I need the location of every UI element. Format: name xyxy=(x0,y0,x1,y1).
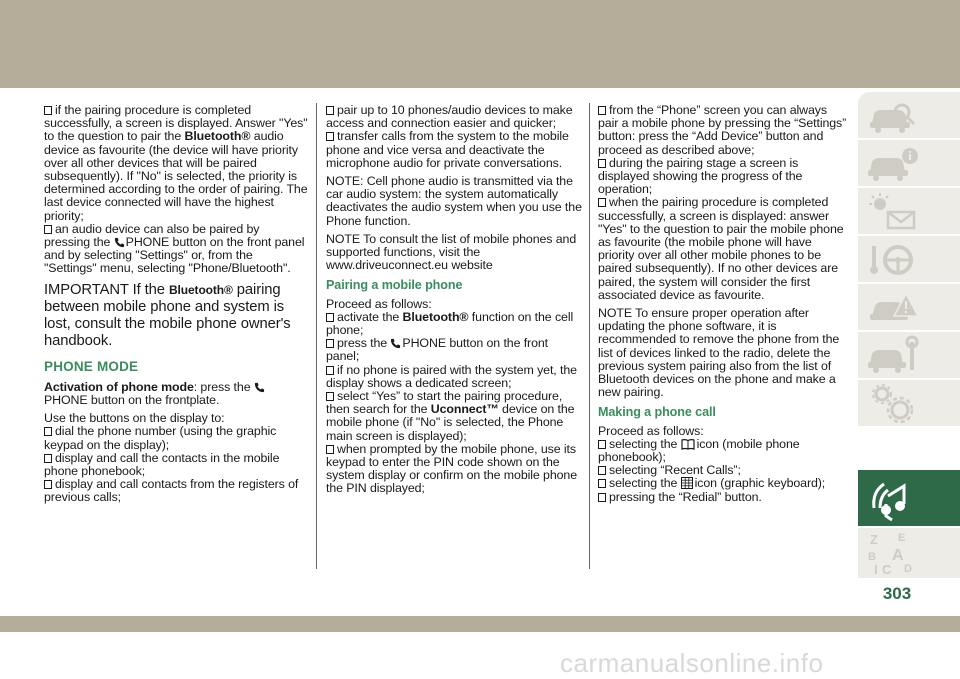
gear-icon xyxy=(858,380,960,426)
checkbox-bullet-icon xyxy=(598,159,606,168)
step-no-phone: if no phone is paired with the system yet, the display shows a dedicated screen; xyxy=(326,362,577,390)
tab-multimedia[interactable] xyxy=(858,470,960,526)
bullet-pair-10: pair up to 10 phones/audio devices to make access and connection easier and quicker; xyxy=(326,103,573,131)
checkbox-bullet-icon xyxy=(326,366,334,375)
step-pin: when prompted by the mobile phone, use its keypad to enter the PIN code shown on the system display or confirm on the mobile phone the PIN displayed; xyxy=(326,441,578,496)
car-service-icon xyxy=(858,332,960,378)
keypad-icon xyxy=(681,477,693,489)
checkbox-bullet-icon xyxy=(598,198,606,207)
step-redial: pressing the “Redial” button. xyxy=(598,491,848,504)
car-info-icon xyxy=(858,140,960,186)
tab-alphabet-index[interactable] xyxy=(858,528,960,578)
checkbox-bullet-icon xyxy=(44,480,52,489)
step-keyboard: selecting the icon (graphic keyboard); xyxy=(598,477,848,490)
warning-lights-icon xyxy=(858,188,960,234)
subtitle-phone-call: Making a phone call xyxy=(598,405,716,420)
checkbox-bullet-icon xyxy=(44,427,52,436)
bullet-transfer: transfer calls from the system to the mobile phone and vice versa and deactivate the microphone audio for private conversations. xyxy=(326,129,569,170)
step-select-yes: select “Yes” to start the pairing procedure, then search for the Uconnect™ device on the mobile phone (if "No" is selected, the Phone main screen is displayed); xyxy=(326,389,575,443)
bullet-phone-screen: from the “Phone” screen you can always pair a mobile phone by pressing the “Settings” button: press the “Add Device” button and proceed as described above; xyxy=(598,103,847,157)
bullet-pairing-stage: during the pairing stage a screen is displayed showing the progress of the operation; xyxy=(598,155,803,197)
checkbox-bullet-icon xyxy=(44,106,52,115)
column-divider xyxy=(316,103,317,569)
svg-text:Z: Z xyxy=(870,532,878,547)
tab-car-info[interactable] xyxy=(858,140,960,186)
column-divider xyxy=(589,103,590,569)
column-2 xyxy=(326,104,582,496)
svg-text:E: E xyxy=(898,532,906,544)
step-recent-calls: selecting “Recent Calls”; xyxy=(598,464,848,477)
svg-text:A: A xyxy=(892,547,904,564)
phonebook-icon xyxy=(681,438,695,450)
note-software-update: NOTE To ensure proper operation after updating the phone software, it is recommended to remove the phone from the list of devices linked to the radio, delete the previous system pairing also from the list of Bluetooth devices on the phone and make a new pairing. xyxy=(598,306,840,400)
phone-icon xyxy=(114,237,125,248)
tab-steering-wheel[interactable] xyxy=(858,236,960,282)
bottom-band xyxy=(0,616,960,632)
checkbox-bullet-icon xyxy=(598,106,606,115)
car-search-icon xyxy=(858,92,960,138)
column-3 xyxy=(598,104,848,504)
step-press-phone: press the PHONE button on the front panel; xyxy=(326,336,549,364)
bullet-pairing-complete: if the pairing procedure is completed successfully, a screen is displayed. Answer "Yes" to the question to pair the Bluetooth® audio device as favourite (the device will have priority over all other devices that will be paired subsequently). If "No" is selected, the priority is determined according to the order of pairing. The last device connected will have the highest priority; xyxy=(44,103,308,223)
svg-text:D: D xyxy=(904,563,912,575)
car-crash-warning-icon xyxy=(858,284,960,330)
checkbox-bullet-icon xyxy=(44,225,52,234)
important-note: IMPORTANT If the Bluetooth® pairing between mobile phone and system is lost, consult the mobile phone owner's handbook. xyxy=(44,281,291,349)
bullet-registers: display and call contacts from the registers of previous calls; xyxy=(44,477,299,505)
watermark: carmanualsonline.info xyxy=(560,648,824,678)
use-buttons-text: Use the buttons on the display to: xyxy=(44,411,225,426)
tab-car-search[interactable] xyxy=(858,92,960,138)
subtitle-pairing: Pairing a mobile phone xyxy=(326,278,463,293)
checkbox-bullet-icon xyxy=(326,132,334,141)
phone-icon xyxy=(254,382,265,393)
checkbox-bullet-icon xyxy=(326,106,334,115)
activation-paragraph: Activation of phone mode: press the PHONE button on the frontplate. xyxy=(44,381,308,407)
checkbox-bullet-icon xyxy=(598,493,606,502)
tab-car-service[interactable] xyxy=(858,332,960,378)
svg-text:I: I xyxy=(874,562,878,577)
bullet-dial: dial the phone number (using the graphic keypad on the display); xyxy=(44,424,277,452)
svg-text:B: B xyxy=(868,551,876,563)
top-band xyxy=(0,0,960,88)
svg-text:C: C xyxy=(882,562,892,577)
checkbox-bullet-icon xyxy=(598,440,606,449)
step-phonebook: selecting the icon (mobile phone phonebook); xyxy=(598,436,800,465)
tab-warning-lights[interactable] xyxy=(858,188,960,234)
section-title-phone-mode: PHONE MODE xyxy=(44,358,139,374)
checkbox-bullet-icon xyxy=(598,479,606,488)
bullet-audio-device: an audio device can also be paired by pressing the PHONE button on the front panel and by selecting "Settings" or, from the "Settings" menu, selecting "Phone/Bluetooth". xyxy=(44,221,305,276)
checkbox-bullet-icon xyxy=(326,445,334,454)
proceed-text: Proceed as follows: xyxy=(326,296,432,311)
checkbox-bullet-icon xyxy=(326,313,334,322)
note-audio: NOTE: Cell phone audio is transmitted via the car audio system: the system automatically deactivates the audio system when you use the Phone function. xyxy=(326,174,582,228)
bullet-pairing-success: when the pairing procedure is completed successfully, a screen is displayed: answer "Yes" to the question to pair the mobile phone as favourite (the mobile phone will have priority over all other mobile phones to be paired subsequently). If no other devices are paired, the system will consider the first associated device as favourite. xyxy=(598,195,844,302)
bullet-contacts: display and call the contacts in the mobile phone phonebook; xyxy=(44,450,280,479)
checkbox-bullet-icon xyxy=(326,392,334,401)
phone-icon xyxy=(390,338,401,349)
checkbox-bullet-icon xyxy=(44,454,52,463)
step-activate-bt: activate the Bluetooth® function on the cell phone; xyxy=(326,309,574,338)
note-website: NOTE To consult the list of mobile phones and supported functions, visit the www.driveuconnect.eu website xyxy=(326,231,577,273)
proceed-text: Proceed as follows: xyxy=(598,423,704,438)
checkbox-bullet-icon xyxy=(598,466,606,475)
page-number: 303 xyxy=(882,584,912,603)
steering-wheel-icon xyxy=(858,236,960,282)
tab-settings[interactable] xyxy=(858,380,960,426)
multimedia-icon xyxy=(858,470,960,526)
column-1 xyxy=(44,104,308,505)
tab-car-crash[interactable] xyxy=(858,284,960,330)
checkbox-bullet-icon xyxy=(326,339,334,348)
alphabet-index-icon xyxy=(858,528,960,578)
